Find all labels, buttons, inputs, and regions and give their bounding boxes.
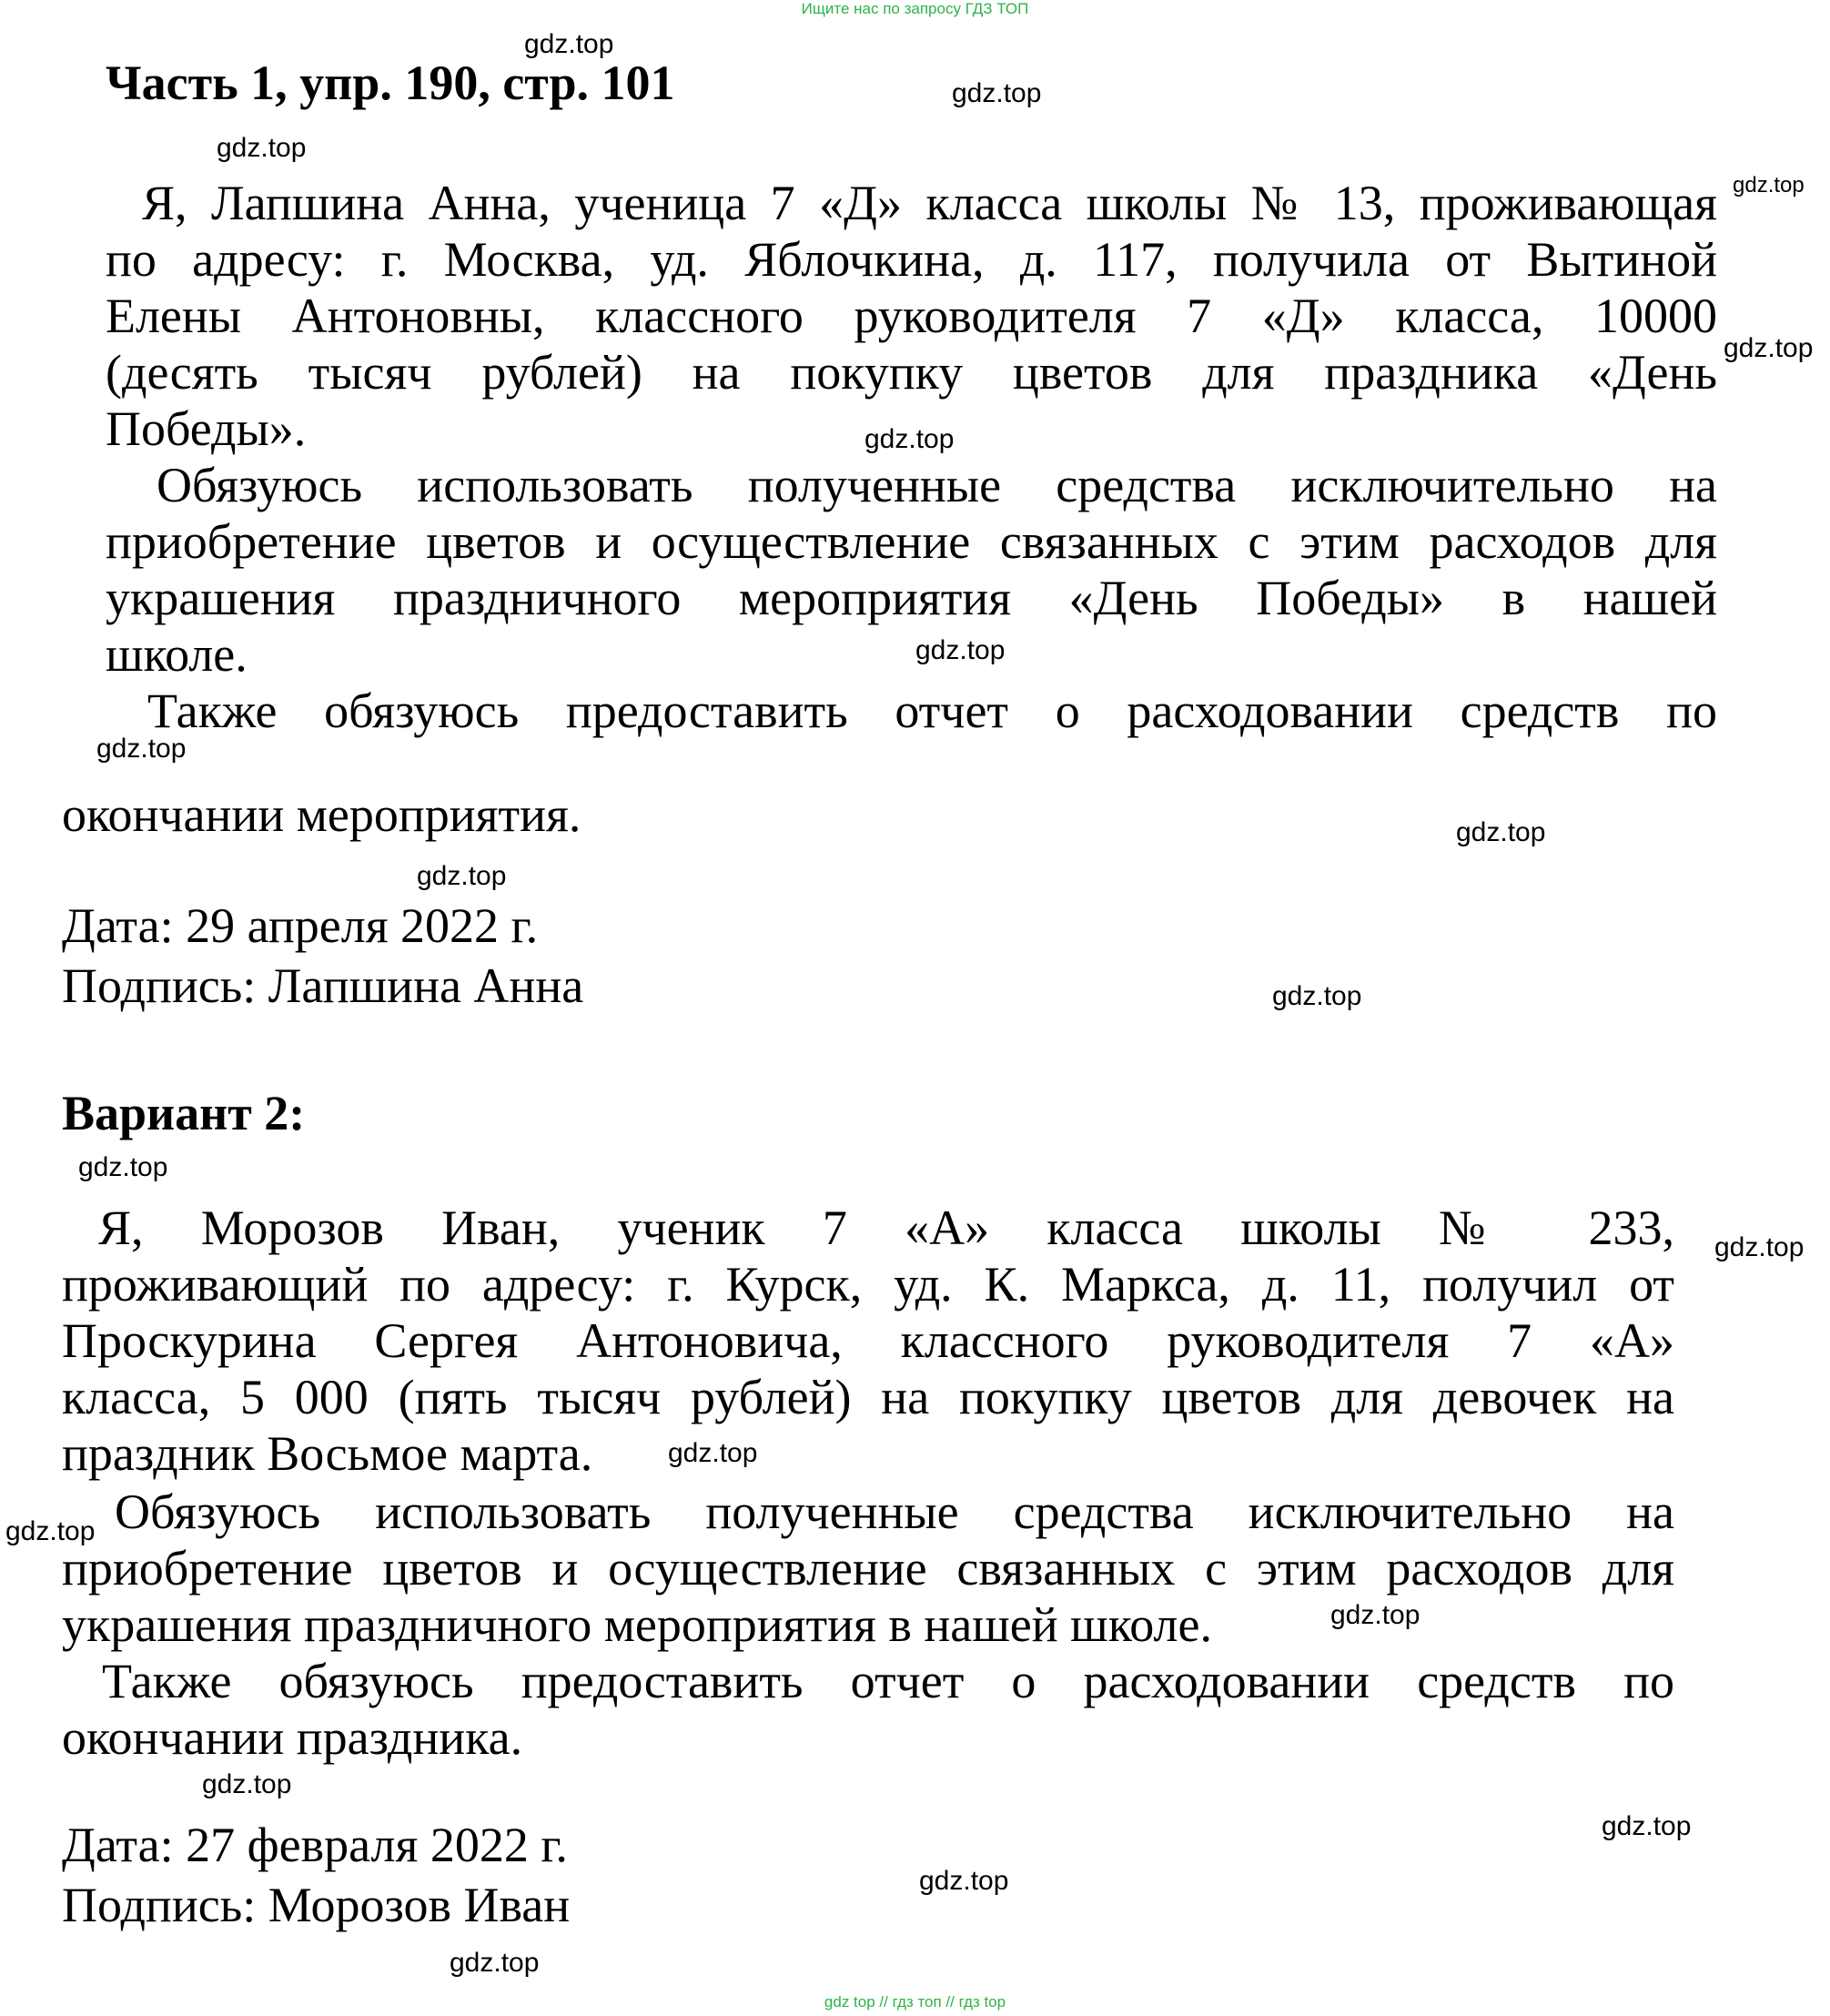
text-line: Победы». [106, 401, 307, 456]
variant2-heading: Вариант 2: [62, 1086, 306, 1140]
text-line: украшения праздничного мероприятия в нашей школе. [62, 1597, 1212, 1652]
text-line: окончании праздника. [62, 1710, 523, 1765]
watermark-text: gdz.top [78, 1152, 168, 1182]
text-line: Елены Антоновны, классного руководителя 7 «Д» класса, 10000 [106, 289, 1717, 343]
text-line: Я, Лапшина Анна, ученица 7 «Д» класса школы № 13, проживающая [142, 176, 1717, 230]
variant1-signature: Подпись: Лапшина Анна [62, 958, 584, 1013]
variant1-paragraph-3-end: окончании мероприятия. [62, 787, 581, 842]
text-line: праздник Восьмое марта. [62, 1426, 593, 1481]
variant1-paragraph-3 [106, 683, 1717, 739]
watermark-text: gdz.top [1456, 817, 1546, 847]
watermark-text: gdz.top [1733, 173, 1805, 198]
variant2-signature: Подпись: Морозов Иван [62, 1878, 571, 1932]
watermark-text: gdz.top [417, 861, 507, 891]
text-line: украшения праздничного мероприятия «День Победы» в нашей [106, 571, 1717, 625]
text-line: Обязуюсь использовать полученные средства исключительно на [115, 1484, 1674, 1539]
variant2-paragraph-2 [62, 1484, 1674, 1653]
bottom-banner[interactable]: gdz top // гдз топ // гдз top [824, 1993, 1006, 2011]
variant1-paragraph-1 [106, 175, 1717, 457]
text-line: приобретение цветов и осуществление связанных с этим расходов для [106, 514, 1717, 569]
watermark-text: gdz.top [915, 635, 1006, 665]
watermark-text: gdz.top [96, 734, 187, 764]
watermark-text: gdz.top [1724, 333, 1814, 363]
text-line: приобретение цветов и осуществление связанных с этим расходов для [62, 1541, 1674, 1596]
watermark-text: gdz.top [668, 1438, 758, 1468]
watermark-text: gdz.top [864, 424, 955, 454]
text-line: проживающий по адресу: г. Курск, уд. К. Маркса, д. 11, получил от [62, 1257, 1674, 1312]
text-line: Проскурина Сергея Антоновича, классного руководителя 7 «А» [62, 1313, 1674, 1368]
watermark-text: gdz.top [524, 29, 614, 59]
text-line: Обязуюсь использовать полученные средства исключительно на [157, 458, 1717, 512]
watermark-text: gdz.top [217, 133, 307, 163]
text-line: Также обязуюсь предоставить отчет о расходовании средств по [102, 1654, 1674, 1708]
watermark-text: gdz.top [952, 78, 1042, 108]
text-line: по адресу: г. Москва, уд. Яблочкина, д. 117, получила от Вытиной [106, 232, 1717, 287]
watermark-text: gdz.top [1330, 1600, 1421, 1630]
watermark-text: gdz.top [1602, 1811, 1692, 1841]
variant2-paragraph-1 [62, 1200, 1674, 1482]
text-line: класса, 5 000 (пять тысяч рублей) на покупку цветов для девочек на [62, 1370, 1674, 1424]
watermark-text: gdz.top [1272, 981, 1362, 1011]
watermark-text: gdz.top [919, 1866, 1009, 1896]
top-banner[interactable]: Ищите нас по запросу ГДЗ ТОП [801, 0, 1029, 17]
watermark-text: gdz.top [202, 1769, 292, 1799]
page-title: Часть 1, упр. 190, стр. 101 [106, 56, 675, 110]
text-line: (десять тысяч рублей) на покупку цветов для праздника «День [106, 345, 1717, 400]
text-line: Я, Морозов Иван, ученик 7 «А» класса школы № 233, [98, 1200, 1674, 1255]
watermark-text: gdz.top [1714, 1232, 1805, 1262]
variant2-paragraph-3 [62, 1653, 1674, 1766]
variant2-date: Дата: 27 февраля 2022 г. [62, 1818, 568, 1872]
watermark-text: gdz.top [450, 1948, 540, 1978]
variant1-date: Дата: 29 апреля 2022 г. [62, 898, 539, 953]
variant1-paragraph-2 [106, 457, 1717, 683]
text-line: школе. [106, 627, 248, 682]
watermark-text: gdz.top [5, 1516, 96, 1546]
text-line: Также обязуюсь предоставить отчет о расходовании средств по [147, 684, 1717, 738]
